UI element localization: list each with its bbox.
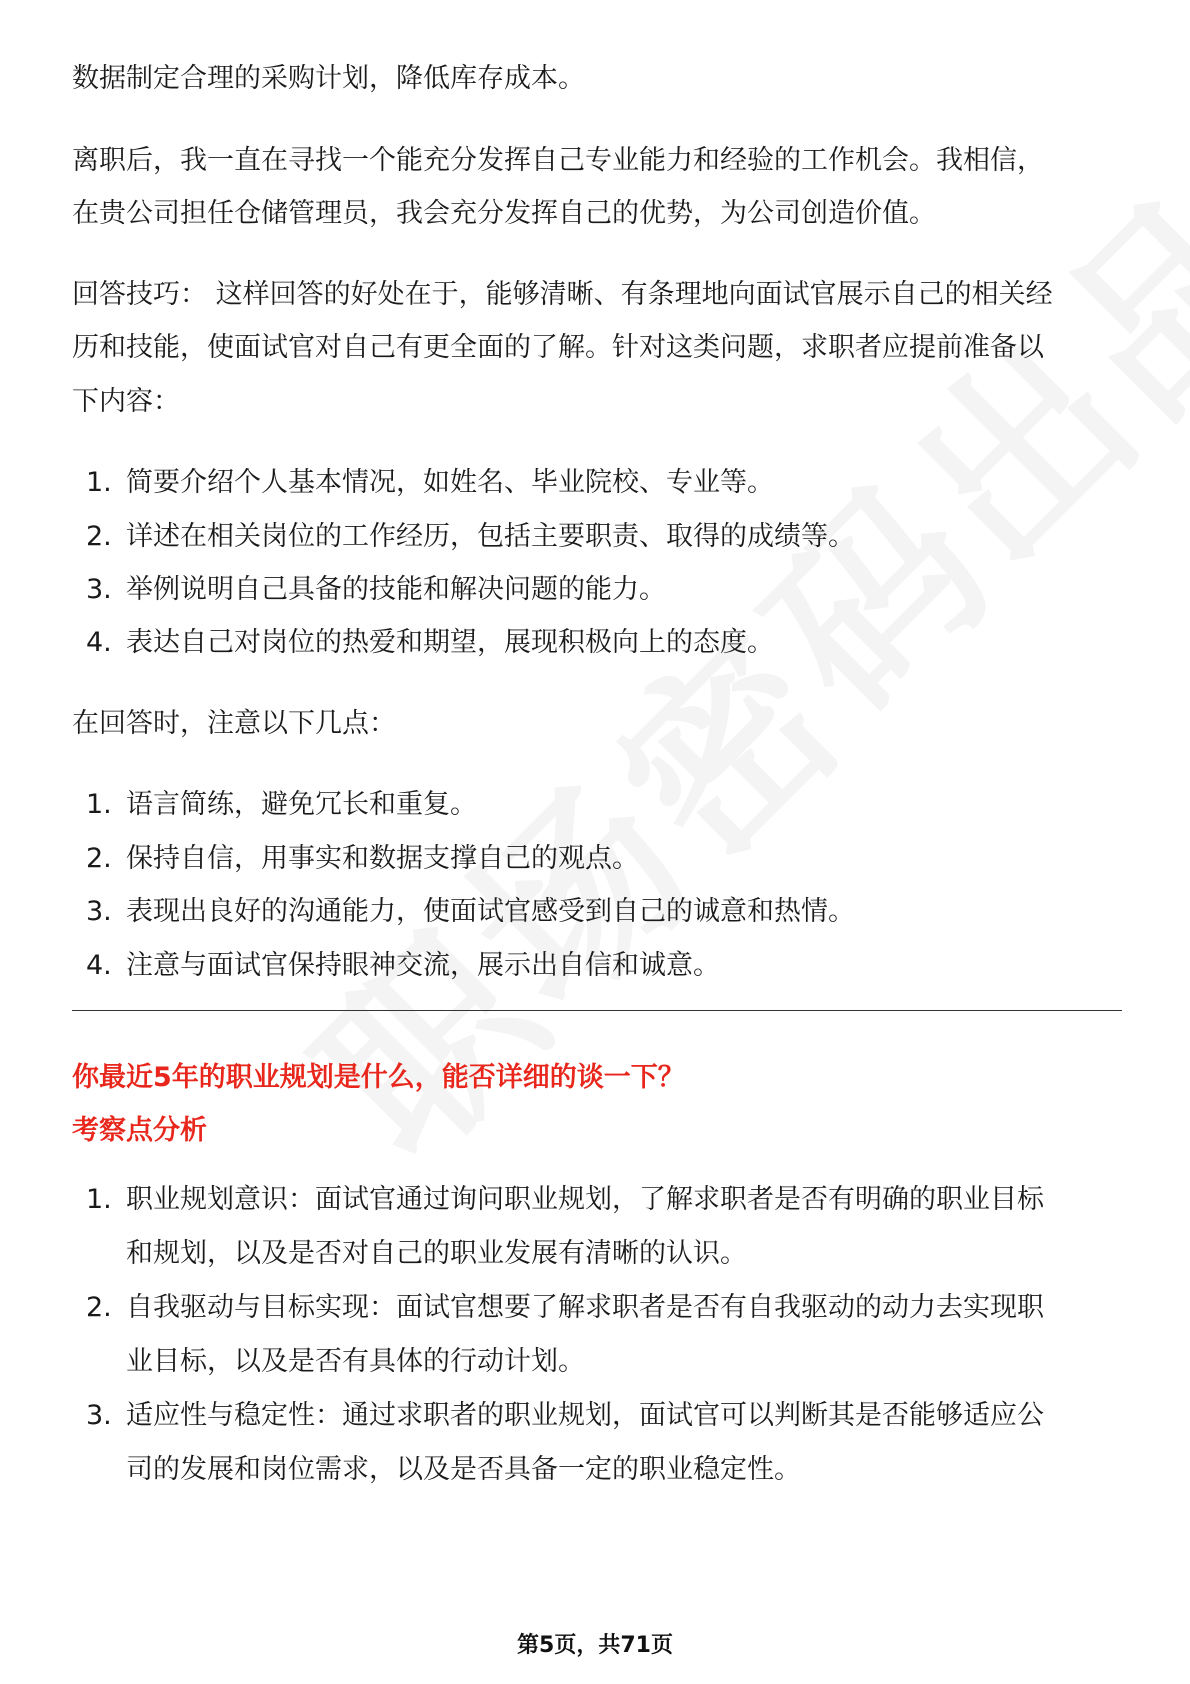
list-text: 举例说明自己具备的技能和解决问题的能力。 <box>126 574 666 605</box>
divider <box>72 1010 1122 1011</box>
list-text: 详述在相关岗位的工作经历，包括主要职责、取得的成绩等。 <box>126 521 855 552</box>
list-text: 表达自己对岗位的热爱和期望，展现积极向上的态度。 <box>126 627 774 658</box>
page-footer: 第5页，共71页 <box>517 1633 673 1658</box>
list-text: 自我驱动与目标实现：面试官想要了解求职者是否有自我驱动的动力去实现职 <box>126 1292 1044 1323</box>
list-text: 业目标，以及是否有具体的行动计划。 <box>126 1346 585 1377</box>
list-item <box>86 1279 1044 1337</box>
list-item <box>86 454 774 512</box>
list-text: 保持自信，用事实和数据支撑自己的观点。 <box>126 843 639 874</box>
list-number: 1. <box>86 789 112 820</box>
paragraph-2-line-1: 离职后，我一直在寻找一个能充分发挥自己专业能力和经验的工作机会。我相信， <box>72 145 1044 176</box>
paragraph-4: 在回答时，注意以下几点： <box>72 708 396 739</box>
list-text: 和规划，以及是否对自己的职业发展有清晰的认识。 <box>126 1238 747 1269</box>
paragraph-3-line-2: 历和技能，使面试官对自己有更全面的了解。针对这类问题，求职者应提前准备以 <box>72 332 1044 363</box>
list-item <box>86 830 639 888</box>
list-number: 1. <box>86 467 112 498</box>
list-text: 表现出良好的沟通能力，使面试官感受到自己的诚意和热情。 <box>126 896 855 927</box>
list-text: 适应性与稳定性：通过求职者的职业规划，面试官可以判断其是否能够适应公 <box>126 1400 1044 1431</box>
list-number: 3. <box>86 1400 112 1431</box>
list-number: 2. <box>86 843 112 874</box>
paragraph-1: 数据制定合理的采购计划，降低库存成本。 <box>72 63 585 94</box>
paragraph-3-line-1: 回答技巧： 这样回答的好处在于，能够清晰、有条理地向面试官展示自己的相关经 <box>72 279 1053 310</box>
paragraph-2-line-2: 在贵公司担任仓储管理员，我会充分发挥自己的优势，为公司创造价值。 <box>72 198 936 229</box>
list-number: 2. <box>86 1292 112 1323</box>
paragraph-3-line-3: 下内容： <box>72 386 180 417</box>
list-item-continued <box>86 1441 801 1499</box>
list-item <box>86 1387 1044 1445</box>
list-number: 2. <box>86 521 112 552</box>
list-number: 1. <box>86 1184 112 1215</box>
list-item <box>86 561 666 619</box>
list-text: 语言简练，避免冗长和重复。 <box>126 789 477 820</box>
list-item <box>86 1171 1044 1229</box>
list-item <box>86 614 774 672</box>
list-item <box>86 883 855 941</box>
list-text: 注意与面试官保持眼神交流，展示出自信和诚意。 <box>126 950 720 981</box>
list-number: 3. <box>86 896 112 927</box>
list-item-continued <box>86 1225 747 1283</box>
question-heading: 你最近5年的职业规划是什么，能否详细的谈一下？ <box>72 1062 685 1093</box>
list-item-continued <box>86 1333 585 1391</box>
list-number: 4. <box>86 627 112 658</box>
list-text: 司的发展和岗位需求，以及是否具备一定的职业稳定性。 <box>126 1454 801 1485</box>
list-text: 简要介绍个人基本情况，如姓名、毕业院校、专业等。 <box>126 467 774 498</box>
analysis-heading: 考察点分析 <box>72 1115 207 1146</box>
list-text: 职业规划意识：面试官通过询问职业规划，了解求职者是否有明确的职业目标 <box>126 1184 1044 1215</box>
list-number: 4. <box>86 950 112 981</box>
list-item <box>86 776 477 834</box>
list-item <box>86 508 855 566</box>
list-item <box>86 937 720 995</box>
list-number: 3. <box>86 574 112 605</box>
